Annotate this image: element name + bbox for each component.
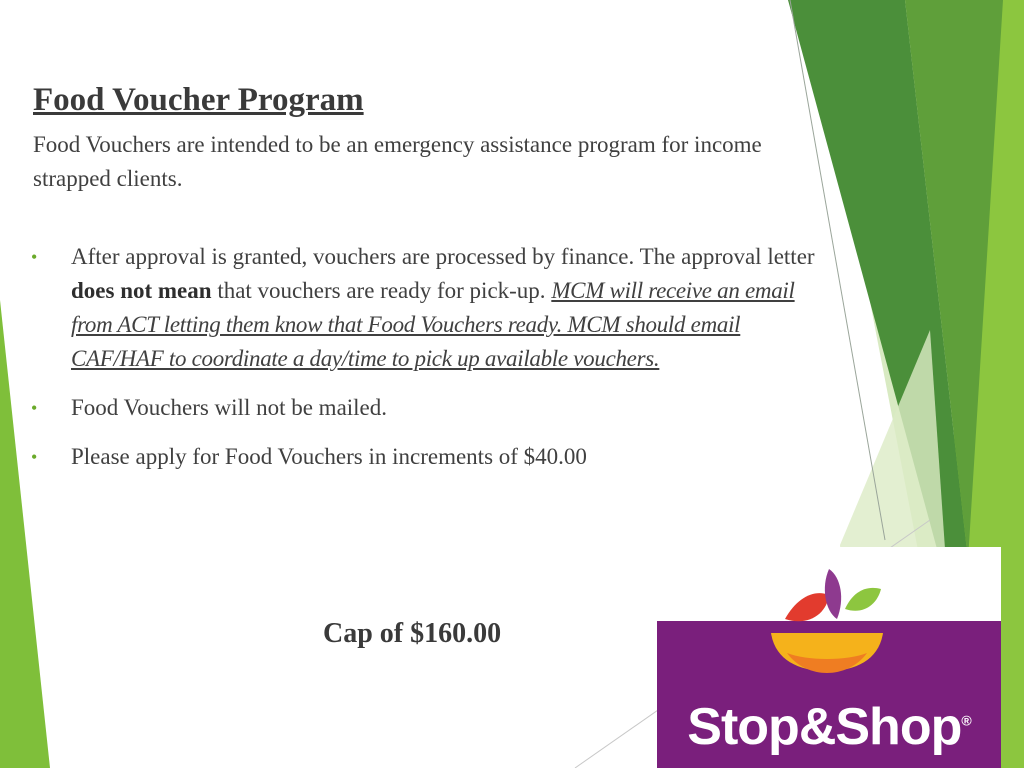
bullet-text: Food Vouchers will not be mailed. bbox=[71, 395, 388, 420]
stop-and-shop-logo bbox=[657, 547, 1001, 768]
bullet-icon: • bbox=[31, 247, 38, 267]
bullet-list bbox=[28, 240, 828, 489]
bullet-text: Please apply for Food Vouchers in increments of $40.00 bbox=[71, 444, 587, 469]
bullet-text-note: MCM will receive an email from ACT letting them know that Food Vouchers ready. MCM should email CAF/HAF to coordinate a day/time to pick up available vouchers. bbox=[71, 278, 795, 371]
bullet-icon: • bbox=[31, 398, 38, 418]
cap-amount: Cap of $160.00 bbox=[323, 618, 502, 649]
bullet-not-mailed bbox=[28, 391, 828, 425]
bullet-icon: • bbox=[31, 447, 38, 467]
slide-title: Food Voucher Program bbox=[33, 82, 364, 118]
bullet-text-pre: After approval is granted, vouchers are processed by finance. The approval letter bbox=[71, 244, 815, 269]
logo-wordmark: Stop&Shop® bbox=[687, 698, 971, 756]
fruit-bowl-icon bbox=[757, 557, 897, 697]
bullet-text-bold: does not mean bbox=[71, 278, 212, 303]
bullet-increments bbox=[28, 440, 828, 474]
intro-paragraph: Food Vouchers are intended to be an emergency assistance program for income strapped clients. bbox=[33, 132, 762, 191]
bullet-approval-process bbox=[28, 240, 828, 376]
bullet-text-post: that vouchers are ready for pick-up. bbox=[211, 278, 552, 303]
